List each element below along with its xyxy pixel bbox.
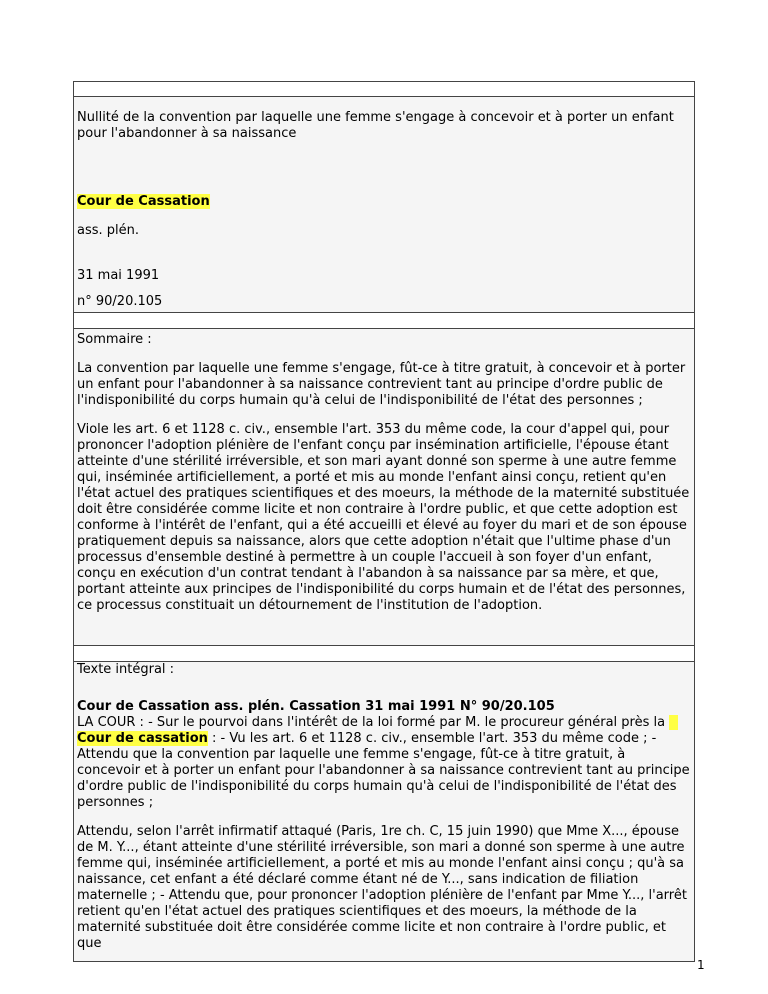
spacer-row xyxy=(73,81,695,97)
sommaire-paragraph: Viole les art. 6 et 1128 c. civ., ensemble l'art. 353 du même code, la cour d'appel qui, pour prononcer l'adoption plénière de l'enfant conçu par insémination artificielle, l'épouse étant atteinte d'une stérilité irréversible, et son mari ayant donné son sperme à une autre femme qui, inséminée artificiellement, a porté et mis au monde l'enfant ainsi conçu, retient qu'en l'état actuel des pratiques scientifiques et des moeurs, la méthode de la maternité substituée doit être considérée comme licite et non contraire à l'ordre public, et que cette adoption est conforme à l'intérêt de l'enfant, qui a été accueilli et élevé au foyer du mari et de son épouse pratiquement depuis sa naissance, alors que cette adoption n'était que l'ultime phase d'un processus d'ensemble destiné à permettre à un couple l'accueil à son foyer d'un enfant, conçu en exécution d'un contrat tendant à l'abandon à sa naissance par sa mère, et que, portant atteinte aux principes de l'indisponibilité du corps humain et de l'état des personnes, ce processus constituait un détournement de l'institution de l'adoption. xyxy=(77,422,690,613)
sommaire-section xyxy=(73,329,695,646)
chamber: ass. plén. xyxy=(77,223,140,238)
court-name: Cour de Cassation xyxy=(77,194,210,209)
decision-number: n° 90/20.105 xyxy=(77,294,163,309)
document xyxy=(73,81,695,962)
sommaire-paragraph: La convention par laquelle une femme s'engage, fût-ce à titre gratuit, à concevoir et à porter un enfant pour l'abandonner à sa naissance contrevient tant au principe d'ordre public de l'indisponibilité du corps humain qu'à celui de l'indisponibilité de l'état des personnes ; xyxy=(77,361,686,408)
decision-caption: Cour de Cassation ass. plén. Cassation 31 mai 1991 N° 90/20.105 xyxy=(77,699,555,714)
decision-date: 31 mai 1991 xyxy=(77,268,160,283)
texte-paragraph: Attendu, selon l'arrêt infirmatif attaqué (Paris, 1re ch. C, 15 juin 1990) que Mme X..., épouse de M. Y..., étant atteinte d'une stérilité irréversible, son mari a donné son sperme à une autre femme qui, inséminée artificiellement, a porté et mis au monde l'enfant ainsi conçu ; qu'à sa naissance, cet enfant a été déclaré comme étant né de Y..., sans indication de filiation maternelle ; - Attendu que, pour prononcer l'adoption plénière de l'enfant par Mme Y..., l'arrêt retient qu'en l'état actuel des pratiques scientifiques et des moeurs, la méthode de la maternité substituée doit être considérée comme licite et non contraire à l'ordre public, et que xyxy=(77,824,687,951)
sommaire-heading: Sommaire : xyxy=(77,332,152,347)
document-title: Nullité de la convention par laquelle une femme s'engage à concevoir et à porter un enfant pour l'abandonner à sa naissance xyxy=(77,110,674,141)
page-number: 1 xyxy=(697,958,705,972)
spacer-row xyxy=(73,646,695,662)
court-name-highlight: Cour de cassation xyxy=(77,731,208,746)
header-cell xyxy=(73,97,695,313)
texte-section xyxy=(73,662,695,962)
spacer-row xyxy=(73,313,695,329)
texte-heading: Texte intégral : xyxy=(77,662,175,677)
texte-paragraph: LA COUR : - Sur le pourvoi dans l'intérêt de la loi formé par M. le procureur général près la Cour de cassation : - Vu les art. 6 et 1128 c. civ., ensemble l'art. 353 du même code ; - Attendu que la convention par laquelle une femme s'engage, fût-ce à titre gratuit, à concevoir et à porter un enfant pour l'abandonner à sa naissance contrevient tant au principe d'ordre public de l'indisponibilité du corps humain qu'à celui de l'indisponibilité de l'état des personnes ; xyxy=(77,715,690,810)
